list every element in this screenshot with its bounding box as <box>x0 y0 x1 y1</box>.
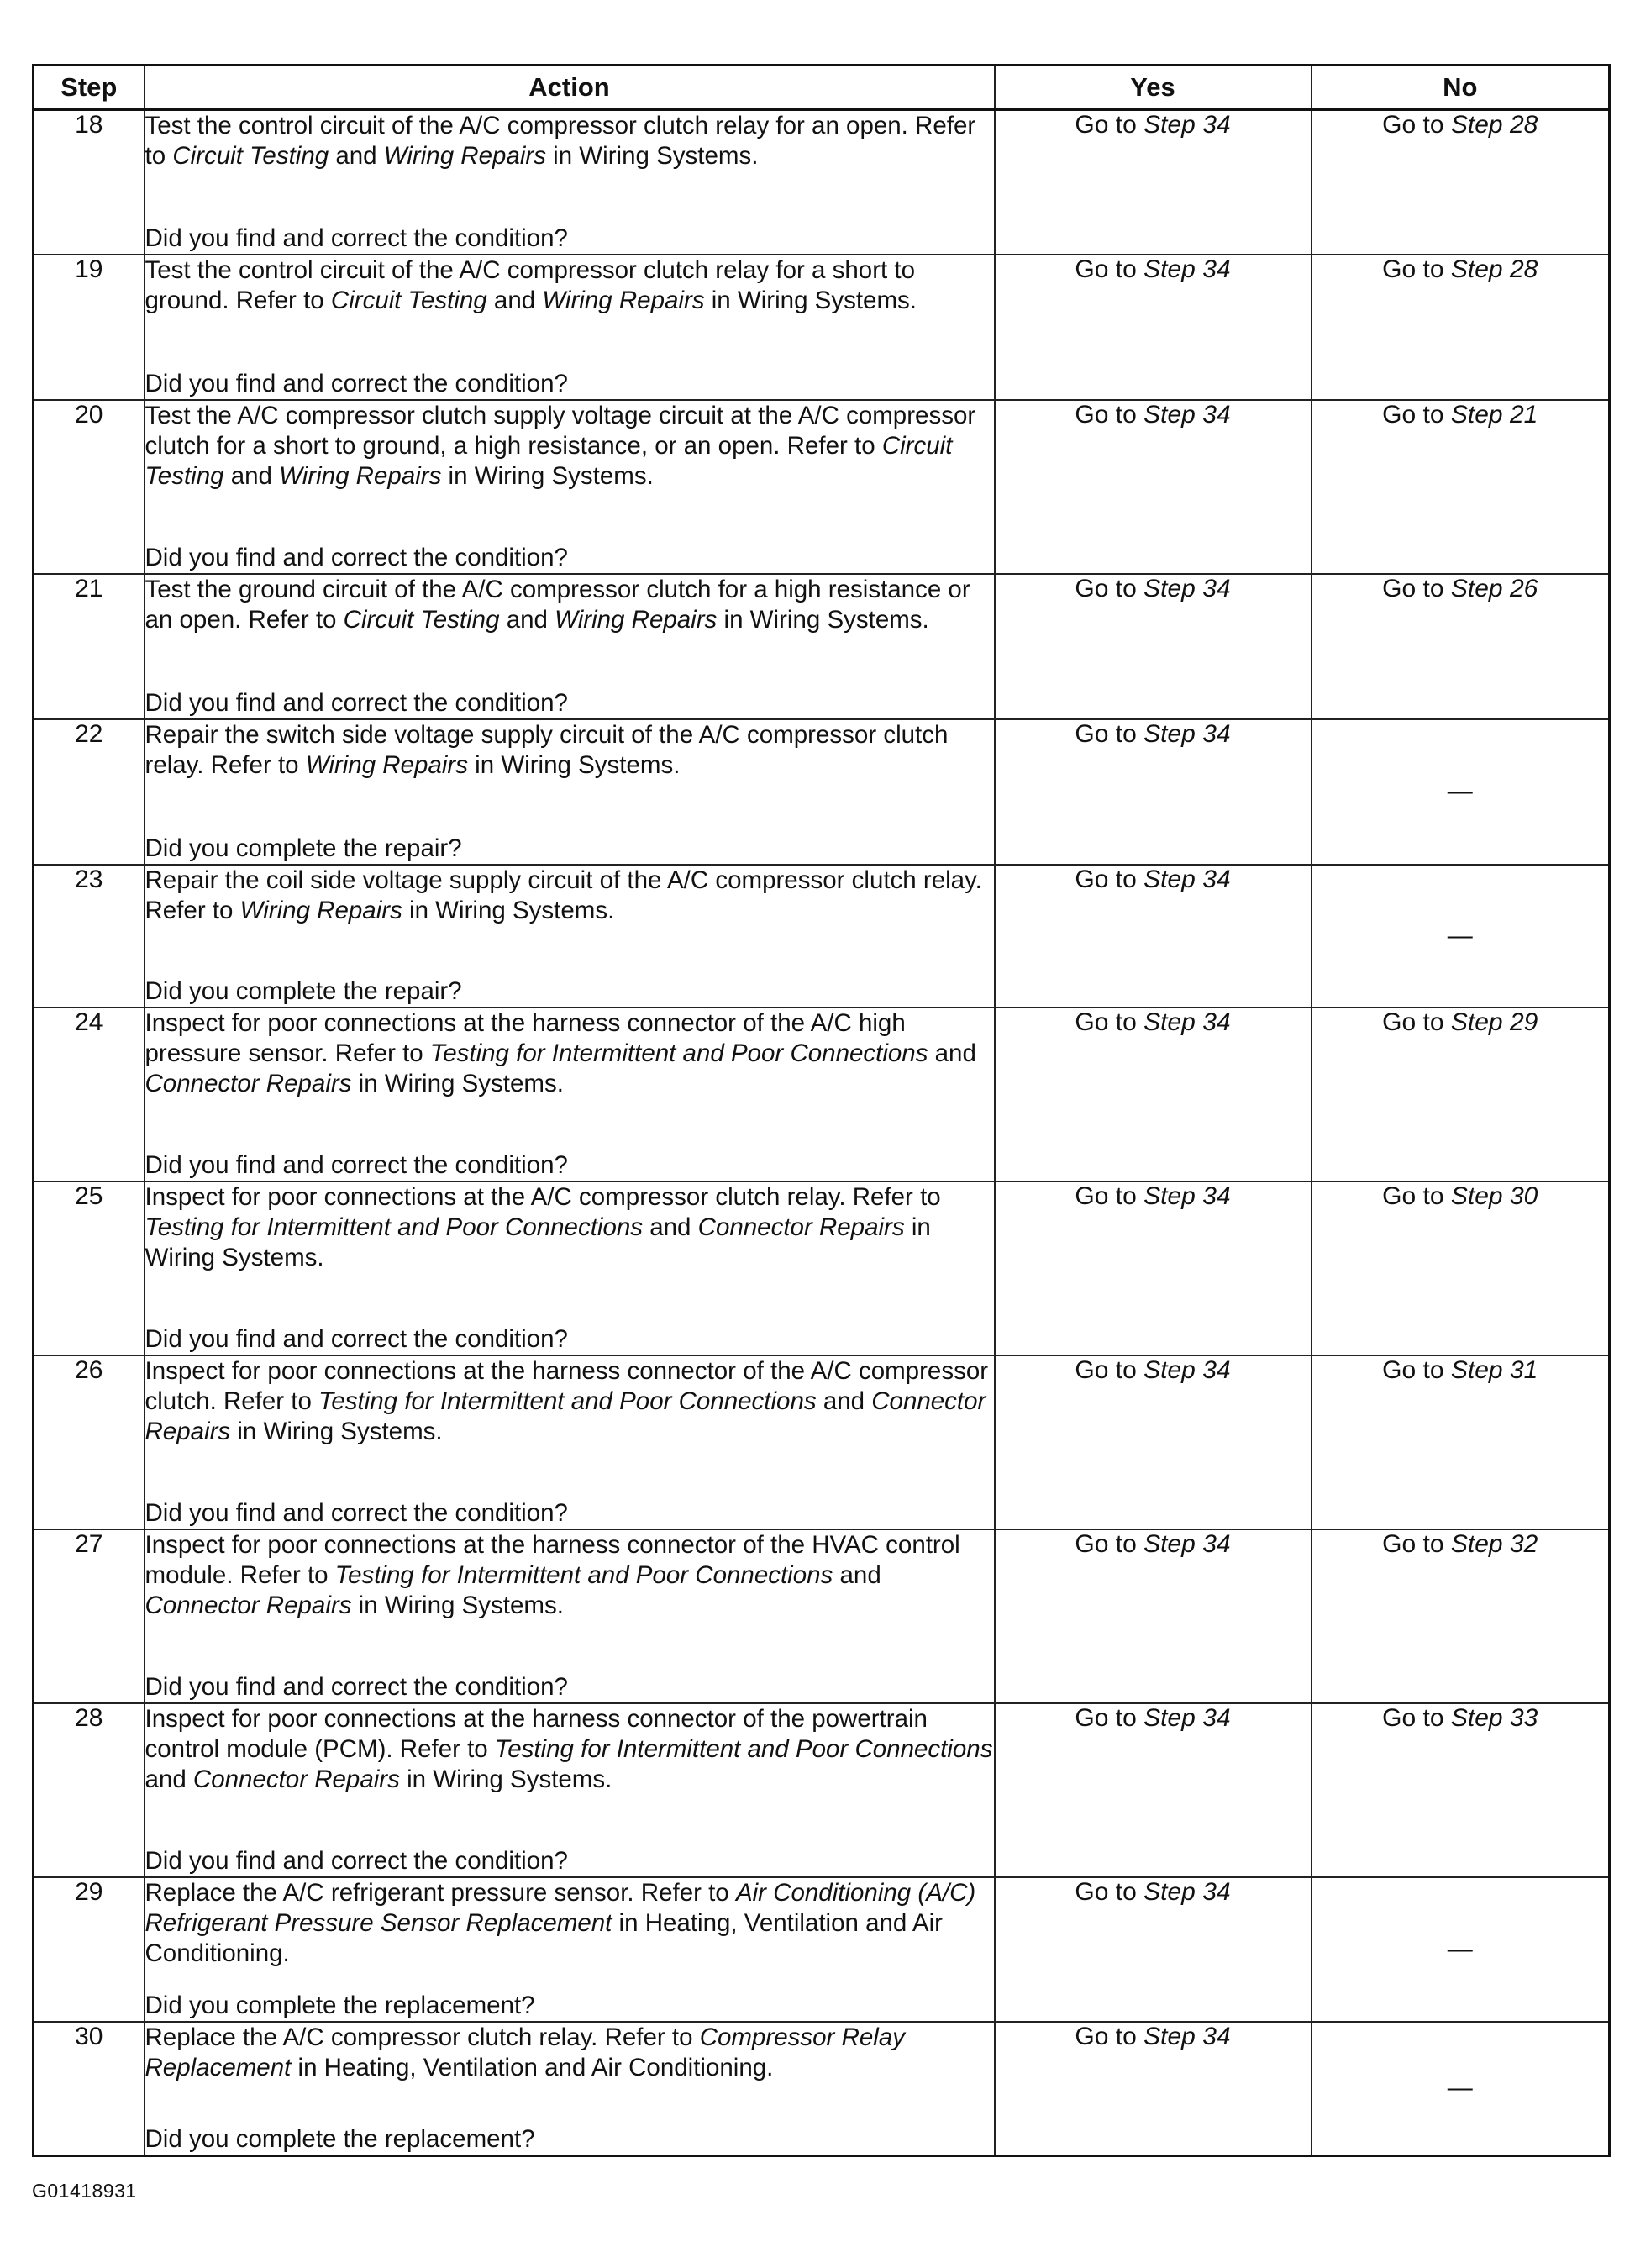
action-question: Did you find and correct the condition? <box>145 543 568 571</box>
table-row <box>34 1703 1610 1877</box>
instruction-text: Inspect for poor connections at the harness connector of the A/C compressor clutch. Refer to <box>145 1356 989 1415</box>
goto-prefix: Go to <box>1075 1181 1144 1210</box>
step-number: 18 <box>34 110 145 255</box>
goto-prefix: Go to <box>1382 400 1451 429</box>
instruction-text: in Wiring Systems. <box>402 896 615 924</box>
reference-link-text: Wiring Repairs <box>383 142 546 170</box>
reference-link-text: Testing for Intermittent and Poor Connections <box>334 1560 833 1589</box>
instruction-text: Test the control circuit of the A/C compressor clutch relay for an open. Refer to <box>145 112 976 170</box>
instruction-text: in Wiring Systems. <box>717 605 929 634</box>
step-number: 27 <box>34 1529 145 1703</box>
reference-link-text: Air Conditioning (A/C) Refrigerant Pressure Sensor Replacement <box>145 1878 976 1937</box>
goto-step-reference: Step 34 <box>1143 1355 1231 1384</box>
table-row <box>34 574 1610 719</box>
table-row <box>34 110 1610 255</box>
diagnostic-table <box>32 64 1611 2157</box>
table-row <box>34 2022 1610 2156</box>
action-cell <box>145 400 995 574</box>
no-result-cell <box>1312 1703 1610 1877</box>
goto-step-reference: Step 34 <box>1143 1877 1231 1906</box>
table-body <box>34 110 1610 2156</box>
table-row <box>34 1355 1610 1529</box>
instruction-text: Repair the switch side voltage supply circuit of the A/C compressor clutch relay. Refer to <box>145 720 949 779</box>
goto-prefix: Go to <box>1382 255 1451 283</box>
step-number: 26 <box>34 1355 145 1529</box>
action-question: Did you find and correct the condition? <box>145 1672 568 1701</box>
action-instruction <box>145 1878 994 1969</box>
table-row <box>34 400 1610 574</box>
instruction-text: in Wiring Systems. <box>545 142 759 170</box>
instruction-text: in Wiring Systems. <box>351 1591 564 1619</box>
goto-prefix: Go to <box>1075 1529 1144 1558</box>
goto-prefix: Go to <box>1075 400 1144 429</box>
not-applicable-dash: — <box>1447 777 1473 805</box>
action-cell <box>145 2022 995 2156</box>
step-number: 19 <box>34 255 145 400</box>
reference-link-text: Connector Repairs <box>145 1591 352 1619</box>
goto-step-reference: Step 34 <box>1143 865 1231 893</box>
goto-prefix: Go to <box>1075 2022 1144 2050</box>
instruction-text: and <box>145 1765 193 1793</box>
action-question: Did you complete the replacement? <box>145 2125 535 2153</box>
instruction-text: in Wiring Systems. <box>441 461 654 490</box>
step-number: 28 <box>34 1703 145 1877</box>
no-result-cell <box>1312 255 1610 400</box>
instruction-text: and <box>223 461 280 490</box>
action-content <box>145 866 994 1007</box>
goto-prefix: Go to <box>1075 719 1144 748</box>
instruction-text: Replace the A/C compressor clutch relay. Refer to <box>145 2023 700 2051</box>
instruction-text: and <box>643 1213 698 1241</box>
action-cell <box>145 1181 995 1355</box>
goto-step-reference: Step 34 <box>1143 1529 1231 1558</box>
action-cell <box>145 1529 995 1703</box>
action-cell <box>145 1008 995 1181</box>
action-content <box>145 255 994 399</box>
goto-step-reference: Step 32 <box>1450 1529 1538 1558</box>
yes-result-cell <box>995 110 1312 255</box>
reference-link-text: Circuit Testing <box>145 431 953 490</box>
action-content <box>145 1878 994 2021</box>
step-number: 30 <box>34 2022 145 2156</box>
no-result-cell <box>1312 1355 1610 1529</box>
table-row <box>34 255 1610 400</box>
reference-link-text: Connector Repairs <box>145 1387 986 1445</box>
yes-result-cell <box>995 1529 1312 1703</box>
instruction-text: and <box>816 1387 872 1415</box>
goto-step-reference: Step 21 <box>1450 400 1538 429</box>
goto-prefix: Go to <box>1075 1355 1144 1384</box>
no-result-cell <box>1312 400 1610 574</box>
goto-prefix: Go to <box>1075 574 1144 603</box>
goto-prefix: Go to <box>1075 865 1144 893</box>
action-cell <box>145 719 995 865</box>
goto-step-reference: Step 34 <box>1143 400 1231 429</box>
instruction-text: Repair the coil side voltage supply circuit of the A/C compressor clutch relay. Refer to <box>145 866 982 924</box>
reference-link-text: Wiring Repairs <box>305 750 468 779</box>
goto-step-reference: Step 28 <box>1450 255 1538 283</box>
table-row <box>34 1008 1610 1181</box>
goto-step-reference: Step 34 <box>1143 574 1231 603</box>
no-result-cell <box>1312 1529 1610 1703</box>
instruction-text: in Wiring Systems. <box>230 1417 443 1445</box>
instruction-text: in Wiring Systems. <box>467 750 681 779</box>
header-action: Action <box>145 66 995 110</box>
action-instruction <box>145 1704 994 1795</box>
table-row <box>34 1877 1610 2022</box>
goto-prefix: Go to <box>1075 111 1144 139</box>
goto-prefix: Go to <box>1075 1008 1144 1036</box>
yes-result-cell <box>995 1355 1312 1529</box>
action-instruction <box>145 1182 994 1273</box>
step-number: 29 <box>34 1877 145 2022</box>
reference-link-text: Connector Repairs <box>697 1213 905 1241</box>
no-result-cell <box>1312 110 1610 255</box>
instruction-text: in Wiring Systems. <box>145 1213 931 1271</box>
yes-result-cell <box>995 2022 1312 2156</box>
goto-step-reference: Step 26 <box>1450 574 1538 603</box>
yes-result-cell <box>995 1008 1312 1181</box>
no-result-cell <box>1312 574 1610 719</box>
reference-link-text: Wiring Repairs <box>279 461 442 490</box>
header-no: No <box>1312 66 1610 110</box>
goto-step-reference: Step 34 <box>1143 1181 1231 1210</box>
action-instruction <box>145 575 994 635</box>
yes-result-cell <box>995 865 1312 1008</box>
instruction-text: in Heating, Ventilation and Air Conditioning. <box>145 1908 943 1967</box>
action-cell <box>145 1703 995 1877</box>
action-instruction <box>145 1008 994 1099</box>
goto-step-reference: Step 34 <box>1143 1008 1231 1036</box>
action-content <box>145 401 994 573</box>
not-applicable-dash: — <box>1447 1934 1473 1963</box>
action-content <box>145 1704 994 1876</box>
goto-prefix: Go to <box>1382 574 1451 603</box>
instruction-text: and <box>329 142 384 170</box>
action-instruction <box>145 866 994 926</box>
step-number: 20 <box>34 400 145 574</box>
no-result-cell <box>1312 1008 1610 1181</box>
reference-link-text: Compressor Relay Replacement <box>145 2023 905 2081</box>
figure-id: G01418931 <box>32 2180 137 2202</box>
instruction-text: Test the ground circuit of the A/C compressor clutch for a high resistance or an open. Refer to <box>145 575 970 634</box>
table-row <box>34 1181 1610 1355</box>
step-number: 21 <box>34 574 145 719</box>
step-number: 23 <box>34 865 145 1008</box>
instruction-text: and <box>499 605 555 634</box>
action-instruction <box>145 2023 994 2083</box>
action-instruction <box>145 720 994 781</box>
action-cell <box>145 574 995 719</box>
action-cell <box>145 1877 995 2022</box>
goto-step-reference: Step 28 <box>1450 111 1538 139</box>
instruction-text: and <box>833 1560 881 1589</box>
table-row <box>34 719 1610 865</box>
instruction-text: Inspect for poor connections at the harness connector of the A/C high pressure sensor. Refer to <box>145 1008 906 1067</box>
instruction-text: Replace the A/C refrigerant pressure sensor. Refer to <box>145 1878 736 1907</box>
instruction-text: in Wiring Systems. <box>399 1765 612 1793</box>
goto-step-reference: Step 34 <box>1143 2022 1231 2050</box>
action-question: Did you find and correct the condition? <box>145 369 568 397</box>
action-instruction <box>145 401 994 492</box>
table-row <box>34 865 1610 1008</box>
goto-step-reference: Step 34 <box>1143 255 1231 283</box>
yes-result-cell <box>995 1877 1312 2022</box>
action-question: Did you find and correct the condition? <box>145 1150 568 1179</box>
reference-link-text: Circuit Testing <box>330 286 487 314</box>
no-result-cell <box>1312 1181 1610 1355</box>
reference-link-text: Circuit Testing <box>343 605 500 634</box>
reference-link-text: Wiring Repairs <box>239 896 402 924</box>
goto-step-reference: Step 34 <box>1143 111 1231 139</box>
action-content <box>145 1008 994 1181</box>
action-question: Did you find and correct the condition? <box>145 1846 568 1875</box>
step-number: 22 <box>34 719 145 865</box>
no-result-cell <box>1312 1877 1610 2022</box>
goto-prefix: Go to <box>1382 1008 1451 1036</box>
instruction-text: Test the A/C compressor clutch supply voltage circuit at the A/C compressor clutch for a short to ground, a high resistance, or an open. Refer to <box>145 401 976 460</box>
no-result-cell <box>1312 2022 1610 2156</box>
instruction-text: in Wiring Systems. <box>351 1069 564 1097</box>
reference-link-text: Testing for Intermittent and Poor Connections <box>145 1213 644 1241</box>
no-result-cell <box>1312 719 1610 865</box>
reference-link-text: Circuit Testing <box>172 142 329 170</box>
yes-result-cell <box>995 400 1312 574</box>
action-instruction <box>145 111 994 171</box>
no-result-cell <box>1312 865 1610 1008</box>
goto-step-reference: Step 34 <box>1143 1703 1231 1732</box>
action-question: Did you find and correct the condition? <box>145 224 568 252</box>
step-number: 25 <box>34 1181 145 1355</box>
instruction-text: and <box>928 1039 976 1067</box>
reference-link-text: Wiring Repairs <box>555 605 718 634</box>
goto-step-reference: Step 30 <box>1450 1181 1538 1210</box>
action-content <box>145 575 994 718</box>
action-question: Did you find and correct the condition? <box>145 1498 568 1527</box>
not-applicable-dash: — <box>1447 921 1473 950</box>
action-instruction <box>145 255 994 316</box>
action-content <box>145 1530 994 1702</box>
instruction-text: Test the control circuit of the A/C compressor clutch relay for a short to ground. Refer to <box>145 255 916 314</box>
not-applicable-dash: — <box>1447 2074 1473 2102</box>
action-content <box>145 1182 994 1355</box>
goto-prefix: Go to <box>1382 1703 1451 1732</box>
action-cell <box>145 255 995 400</box>
table-header-row <box>34 66 1610 110</box>
instruction-text: in Heating, Ventilation and Air Conditioning. <box>291 2053 774 2081</box>
reference-link-text: Testing for Intermittent and Poor Connections <box>429 1039 928 1067</box>
goto-prefix: Go to <box>1075 1703 1144 1732</box>
instruction-text: Inspect for poor connections at the A/C compressor clutch relay. Refer to <box>145 1182 941 1211</box>
yes-result-cell <box>995 255 1312 400</box>
instruction-text: and <box>486 286 543 314</box>
action-question: Did you find and correct the condition? <box>145 1324 568 1353</box>
action-cell <box>145 865 995 1008</box>
table-row <box>34 1529 1610 1703</box>
action-instruction <box>145 1356 994 1447</box>
action-cell <box>145 110 995 255</box>
goto-step-reference: Step 33 <box>1450 1703 1538 1732</box>
yes-result-cell <box>995 1703 1312 1877</box>
reference-link-text: Wiring Repairs <box>542 286 705 314</box>
step-number: 24 <box>34 1008 145 1181</box>
goto-prefix: Go to <box>1382 1181 1451 1210</box>
action-content <box>145 720 994 864</box>
reference-link-text: Connector Repairs <box>192 1765 400 1793</box>
goto-step-reference: Step 29 <box>1450 1008 1538 1036</box>
action-content <box>145 111 994 254</box>
instruction-text: Inspect for poor connections at the harness connector of the powertrain control module (PCM). Refer to <box>145 1704 928 1763</box>
goto-prefix: Go to <box>1382 1355 1451 1384</box>
action-cell <box>145 1355 995 1529</box>
action-question: Did you complete the replacement? <box>145 1991 535 2019</box>
goto-prefix: Go to <box>1382 1529 1451 1558</box>
action-question: Did you complete the repair? <box>145 834 462 862</box>
reference-link-text: Testing for Intermittent and Poor Connections <box>318 1387 817 1415</box>
reference-link-text: Connector Repairs <box>145 1069 352 1097</box>
yes-result-cell <box>995 574 1312 719</box>
header-step: Step <box>34 66 145 110</box>
goto-step-reference: Step 31 <box>1450 1355 1538 1384</box>
action-instruction <box>145 1530 994 1621</box>
goto-prefix: Go to <box>1075 1877 1144 1906</box>
goto-prefix: Go to <box>1382 111 1451 139</box>
instruction-text: in Wiring Systems. <box>704 286 917 314</box>
action-content <box>145 1356 994 1529</box>
instruction-text: Inspect for poor connections at the harness connector of the HVAC control module. Refer to <box>145 1530 960 1589</box>
yes-result-cell <box>995 719 1312 865</box>
goto-prefix: Go to <box>1075 255 1144 283</box>
action-question: Did you complete the repair? <box>145 976 462 1005</box>
action-question: Did you find and correct the condition? <box>145 688 568 717</box>
header-yes: Yes <box>995 66 1312 110</box>
goto-step-reference: Step 34 <box>1143 719 1231 748</box>
yes-result-cell <box>995 1181 1312 1355</box>
reference-link-text: Testing for Intermittent and Poor Connections <box>494 1734 993 1763</box>
action-content <box>145 2023 994 2155</box>
